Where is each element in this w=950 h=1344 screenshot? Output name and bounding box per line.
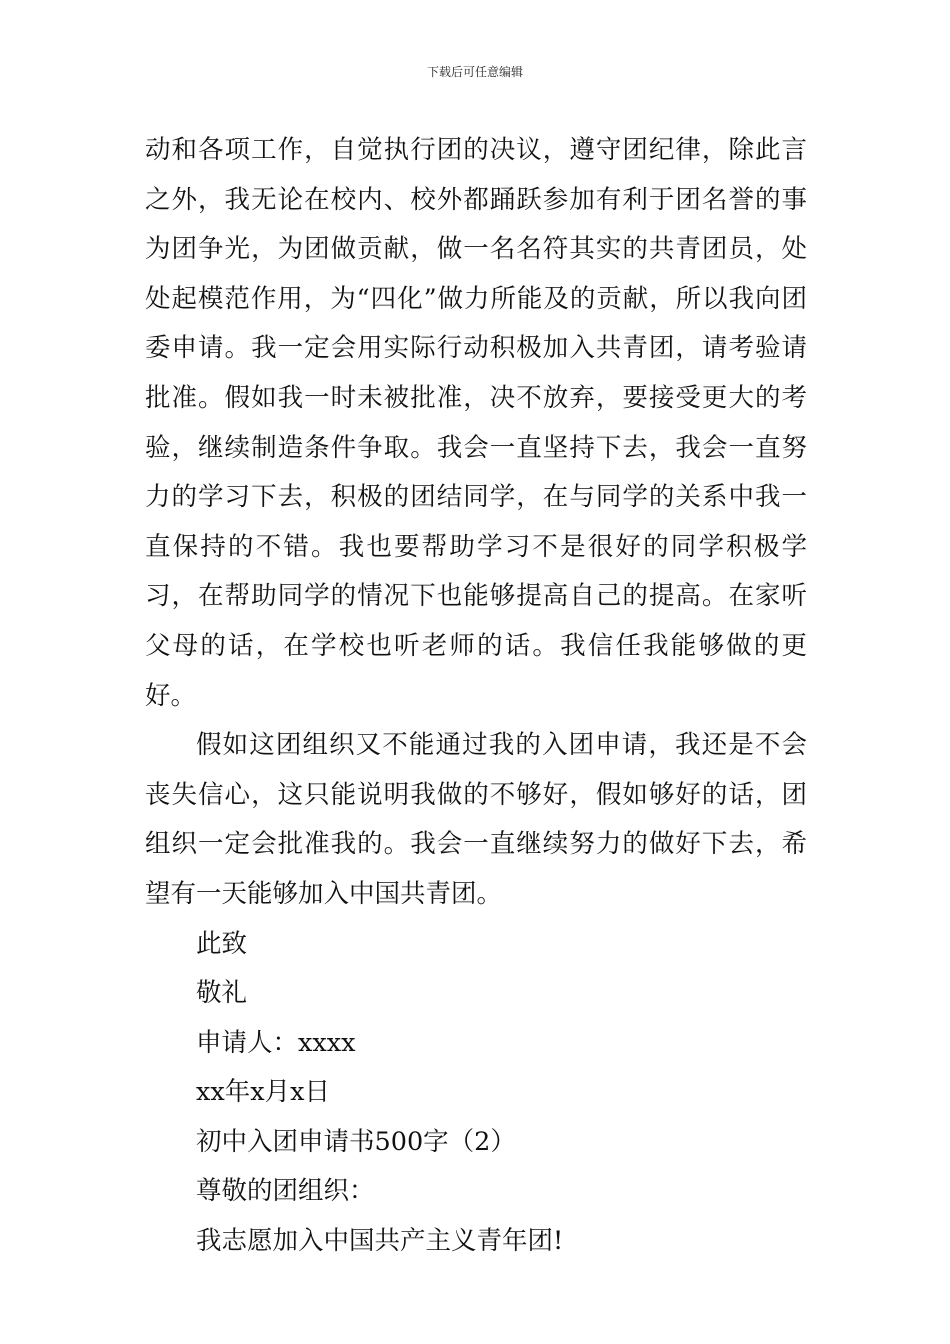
next-letter-opening: 我志愿加入中国共产主义青年团! [196, 1226, 564, 1257]
page-header-note: 下载后可任意编辑 [426, 65, 523, 79]
closing-line: 此致 [196, 928, 248, 959]
salute-line: 敬礼 [196, 978, 248, 1009]
document-body [145, 126, 807, 1267]
body-paragraph-1: 动和各项工作，自觉执行团的决议，遵守团纪律，除此言之外，我无论在校内、校外都踊跃参加有利于团名誉的事为团争光，为团做贡献，做一名名符其实的共青团员，处处起模范作用，为“四化”做力所能及的贡献，所以我向团委申请。我一定会用实际行动积极加入共青团，请考验请批准。假如我一时未被批准，决不放弃，要接受更大的考验，继续制造条件争取。我会一直坚持下去，我会一直努力的学习下去，积极的团结同学，在与同学的关系中我一直保持的不错。我也要帮助学习不是很好的同学积极学习，在帮助同学的情况下也能够提高自己的提高。在家听父母的话，在学校也听老师的话。我信任我能够做的更好。 [145, 135, 807, 711]
next-letter-greeting: 尊敬的团组织： [196, 1176, 375, 1207]
body-paragraph-2: 假如这团组织又不能通过我的入团申请，我还是不会丧失信心，这只能说明我做的不够好，假如够好的话，团组织一定会批准我的。我会一直继续努力的做好下去，希望有一天能够加入中国共青团。 [145, 730, 807, 909]
next-letter-title: 初中入团申请书500字（2） [196, 1126, 516, 1157]
applicant-line: 申请人：xxxx [196, 1027, 356, 1058]
date-line: xx年x月x日 [196, 1077, 331, 1108]
